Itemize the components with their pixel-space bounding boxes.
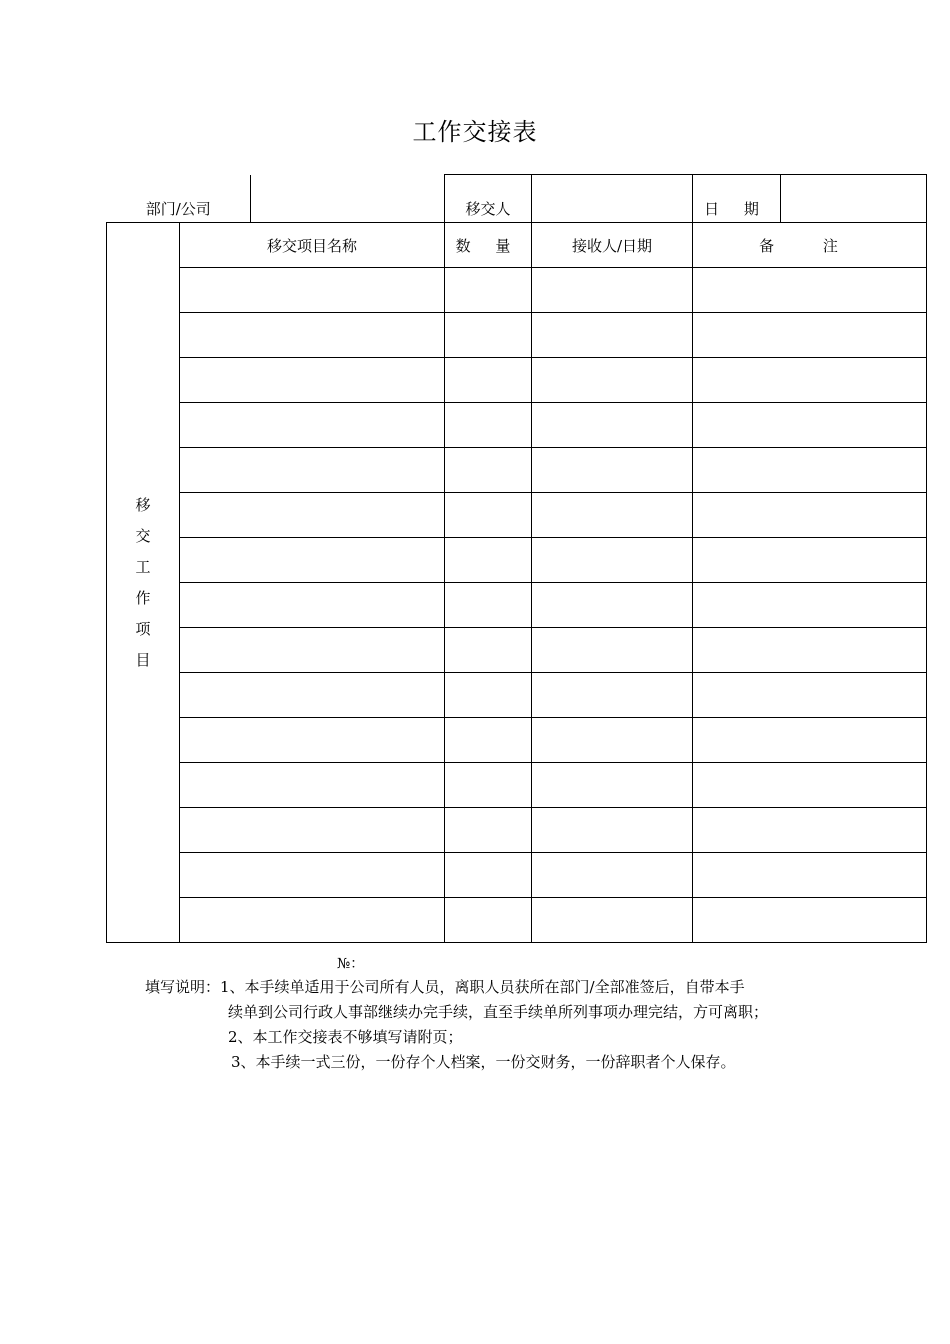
table-row <box>107 358 927 403</box>
cell-remarks[interactable] <box>693 673 927 718</box>
cell-remarks[interactable] <box>693 538 927 583</box>
table-row <box>107 853 927 898</box>
cell-remarks[interactable] <box>693 448 927 493</box>
cell-item-name[interactable] <box>180 268 445 313</box>
cell-receiver-date[interactable] <box>532 448 693 493</box>
cell-quantity[interactable] <box>445 403 532 448</box>
handover-person-label: 移交人 <box>445 175 532 223</box>
cell-remarks[interactable] <box>693 493 927 538</box>
dept-label: 部门/公司 <box>107 175 251 222</box>
cell-item-name[interactable] <box>180 403 445 448</box>
header-info-row <box>107 175 927 223</box>
date-label: 日 期 <box>693 175 781 223</box>
table-row <box>107 403 927 448</box>
table-row <box>107 808 927 853</box>
cell-receiver-date[interactable] <box>532 313 693 358</box>
cell-receiver-date[interactable] <box>532 898 693 943</box>
cell-quantity[interactable] <box>445 763 532 808</box>
cell-item-name[interactable] <box>180 358 445 403</box>
cell-remarks[interactable] <box>693 628 927 673</box>
cell-receiver-date[interactable] <box>532 583 693 628</box>
cell-receiver-date[interactable] <box>532 853 693 898</box>
cell-remarks[interactable] <box>693 583 927 628</box>
cell-remarks[interactable] <box>693 313 927 358</box>
cell-item-name[interactable] <box>180 718 445 763</box>
column-header-item-name: 移交项目名称 <box>180 223 445 268</box>
page-title: 工作交接表 <box>412 118 538 146</box>
cell-receiver-date[interactable] <box>532 718 693 763</box>
cell-quantity[interactable] <box>445 718 532 763</box>
dept-field[interactable] <box>251 175 445 222</box>
cell-item-name[interactable] <box>180 673 445 718</box>
cell-remarks[interactable] <box>693 763 927 808</box>
instruction-line-3: 2、本工作交接表不够填写请附页； <box>228 1028 463 1046</box>
column-header-remarks: 备 注 <box>693 223 927 268</box>
cell-receiver-date[interactable] <box>532 673 693 718</box>
cell-remarks[interactable] <box>693 853 927 898</box>
table-row <box>107 268 927 313</box>
cell-receiver-date[interactable] <box>532 358 693 403</box>
table-row <box>107 673 927 718</box>
cell-item-name[interactable] <box>180 313 445 358</box>
cell-receiver-date[interactable] <box>532 808 693 853</box>
instruction-line-1: 填写说明：1、本手续单适用于公司所有人员，离职人员获所在部门/全部准签后，自带本手 <box>145 978 745 996</box>
cell-item-name[interactable] <box>180 628 445 673</box>
cell-receiver-date[interactable] <box>532 763 693 808</box>
cell-quantity[interactable] <box>445 313 532 358</box>
cell-quantity[interactable] <box>445 628 532 673</box>
cell-item-name[interactable] <box>180 448 445 493</box>
column-header-receiver-date: 接收人/日期 <box>532 223 693 268</box>
cell-remarks[interactable] <box>693 358 927 403</box>
cell-quantity[interactable] <box>445 853 532 898</box>
cell-remarks[interactable] <box>693 808 927 853</box>
section-label: 移交工作项目 <box>135 495 151 669</box>
cell-quantity[interactable] <box>445 448 532 493</box>
cell-quantity[interactable] <box>445 583 532 628</box>
cell-quantity[interactable] <box>445 358 532 403</box>
cell-quantity[interactable] <box>445 673 532 718</box>
cell-quantity[interactable] <box>445 493 532 538</box>
number-mark: №： <box>337 956 365 972</box>
cell-receiver-date[interactable] <box>532 268 693 313</box>
cell-item-name[interactable] <box>180 898 445 943</box>
cell-quantity[interactable] <box>445 898 532 943</box>
cell-quantity[interactable] <box>445 538 532 583</box>
cell-item-name[interactable] <box>180 583 445 628</box>
column-header-row <box>107 223 927 268</box>
table-row <box>107 583 927 628</box>
instruction-line-4: 3、本手续一式三份，一份存个人档案，一份交财务，一份辞职者个人保存。 <box>231 1053 736 1071</box>
cell-item-name[interactable] <box>180 853 445 898</box>
cell-quantity[interactable] <box>445 268 532 313</box>
cell-item-name[interactable] <box>180 493 445 538</box>
cell-remarks[interactable] <box>693 268 927 313</box>
table-row <box>107 763 927 808</box>
date-field[interactable] <box>781 175 927 223</box>
cell-item-name[interactable] <box>180 808 445 853</box>
cell-receiver-date[interactable] <box>532 538 693 583</box>
cell-item-name[interactable] <box>180 538 445 583</box>
table-row <box>107 313 927 358</box>
table-row <box>107 628 927 673</box>
cell-item-name[interactable] <box>180 763 445 808</box>
handover-table <box>106 174 927 943</box>
table-row <box>107 898 927 943</box>
table-row <box>107 538 927 583</box>
section-label-cell <box>107 223 180 943</box>
cell-receiver-date[interactable] <box>532 493 693 538</box>
cell-quantity[interactable] <box>445 808 532 853</box>
handover-person-field[interactable] <box>532 175 693 223</box>
column-header-quantity: 数 量 <box>445 223 532 268</box>
cell-receiver-date[interactable] <box>532 403 693 448</box>
table-row <box>107 718 927 763</box>
cell-remarks[interactable] <box>693 403 927 448</box>
instruction-line-2: 续单到公司行政人事部继续办完手续，直至手续单所列事项办理完结，方可离职； <box>228 1003 769 1021</box>
table-row <box>107 448 927 493</box>
instructions <box>145 975 768 1075</box>
table-row <box>107 493 927 538</box>
cell-remarks[interactable] <box>693 718 927 763</box>
cell-remarks[interactable] <box>693 898 927 943</box>
cell-receiver-date[interactable] <box>532 628 693 673</box>
